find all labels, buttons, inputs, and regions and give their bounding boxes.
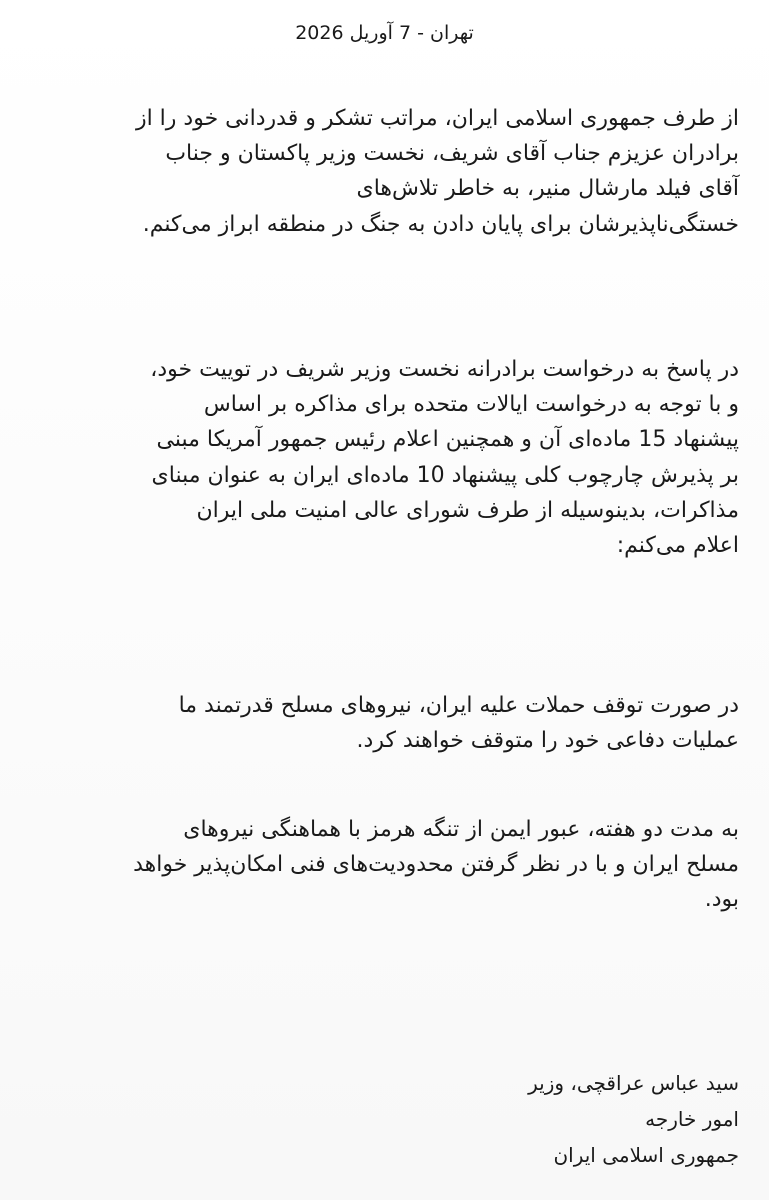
paragraph-line: آقای فیلد مارشال منیر، به خاطر تلاش‌های bbox=[356, 176, 739, 202]
paragraph-line: خستگی‌ناپذیرشان برای پایان دادن به جنگ در منطقه ابراز می‌کنم. bbox=[142, 211, 739, 237]
paragraph-line: از طرف جمهوری اسلامی ایران، مراتب تشکر و قدردانی خود را از bbox=[135, 106, 739, 131]
signature-block bbox=[30, 1065, 739, 1173]
paragraph-strait-of-hormuz bbox=[30, 812, 739, 918]
paragraph-line: به مدت دو هفته، عبور ایمن از تنگه هرمز با هماهنگی نیروهای bbox=[183, 817, 739, 842]
paragraph-line: برادران عزیزم جناب آقای شریف، نخست وزیر پاکستان و جناب bbox=[165, 141, 739, 167]
signature-country: جمهوری اسلامی ایران bbox=[553, 1143, 739, 1167]
paragraph-announcement bbox=[30, 352, 739, 563]
signature-title: امور خارجه bbox=[645, 1107, 739, 1131]
paragraph-line: اعلام می‌کنم: bbox=[616, 532, 739, 558]
paragraph-line: و با توجه به درخواست ایالات متحده برای مذاکره بر اساس bbox=[203, 392, 739, 418]
paragraph-line: در صورت توقف حملات علیه ایران، نیروهای مسلح قدرتمند ما bbox=[178, 693, 739, 718]
paragraph-line: مذاکرات، بدینوسیله از طرف شورای عالی امنیت ملی ایران bbox=[196, 497, 739, 523]
paragraph-line: بر پذیرش چارچوب کلی پیشنهاد 10 ماده‌ای ایران به عنوان مبنای bbox=[151, 462, 739, 488]
signature-name: سید عباس عراقچی، وزیر bbox=[528, 1071, 739, 1095]
paragraph-line: مسلح ایران و با در نظر گرفتن محدودیت‌های فنی امکان‌پذیر خواهد bbox=[133, 852, 739, 878]
paragraph-ceasefire bbox=[30, 688, 739, 758]
dateline: تهران - 7 آوریل 2026 bbox=[295, 22, 474, 44]
paragraph-gratitude bbox=[30, 101, 739, 242]
paragraph-line: عملیات دفاعی خود را متوقف خواهند کرد. bbox=[356, 728, 739, 754]
paragraph-line: بود. bbox=[704, 887, 739, 913]
paragraph-line: در پاسخ به درخواست برادرانه نخست وزیر شریف در توییت خود، bbox=[150, 357, 739, 382]
paragraph-line: پیشنهاد 15 ماده‌ای آن و همچنین اعلام رئیس جمهور آمریکا مبنی bbox=[156, 427, 739, 453]
